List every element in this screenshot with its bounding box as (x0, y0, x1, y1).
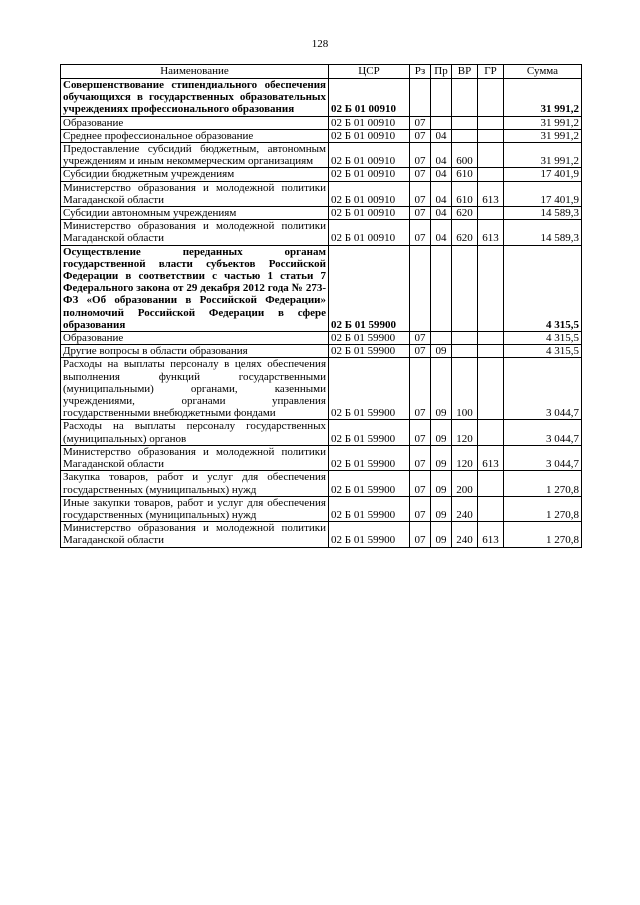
row-csr: 02 Б 01 59900 (329, 496, 410, 521)
table-row (61, 220, 582, 245)
row-name: Иные закупки товаров, работ и услуг для обеспечения государственных (муниципальных) нужд (61, 496, 329, 521)
row-vr (452, 332, 478, 345)
row-vr (452, 245, 478, 331)
table-row (61, 143, 582, 168)
row-sum: 14 589,3 (504, 207, 582, 220)
row-rz: 07 (410, 181, 431, 206)
row-csr: 02 Б 01 59900 (329, 358, 410, 420)
row-name: Министерство образования и молодежной политики Магаданской области (61, 522, 329, 547)
row-pr: 09 (431, 445, 452, 470)
row-sum: 31 991,2 (504, 116, 582, 129)
row-name: Другие вопросы в области образования (61, 345, 329, 358)
row-name: Закупка товаров, работ и услуг для обеспечения государственных (муниципальных) нужд (61, 471, 329, 496)
row-pr: 09 (431, 496, 452, 521)
table-row (61, 181, 582, 206)
table-row (61, 522, 582, 547)
row-pr: 04 (431, 129, 452, 142)
row-sum: 31 991,2 (504, 79, 582, 117)
row-csr: 02 Б 01 59900 (329, 471, 410, 496)
table-row (61, 245, 582, 331)
table-row (61, 445, 582, 470)
row-rz (410, 245, 431, 331)
row-vr (452, 129, 478, 142)
row-sum: 3 044,7 (504, 358, 582, 420)
row-pr: 09 (431, 420, 452, 445)
row-sum: 1 270,8 (504, 522, 582, 547)
column-header-sum: Сумма (504, 65, 582, 79)
row-rz: 07 (410, 116, 431, 129)
row-gr: 613 (478, 181, 504, 206)
row-pr: 09 (431, 522, 452, 547)
row-pr: 09 (431, 345, 452, 358)
table-row (61, 358, 582, 420)
row-sum: 3 044,7 (504, 420, 582, 445)
row-gr (478, 207, 504, 220)
table-row (61, 207, 582, 220)
row-name: Образование (61, 332, 329, 345)
row-csr: 02 Б 01 59900 (329, 522, 410, 547)
row-name: Предоставление субсидий бюджетным, автономным учреждениям и иным некоммерческим организациям (61, 143, 329, 168)
table-row (61, 471, 582, 496)
row-gr (478, 143, 504, 168)
row-pr: 09 (431, 358, 452, 420)
row-gr (478, 79, 504, 117)
column-header-pr: Пр (431, 65, 452, 79)
row-csr: 02 Б 01 59900 (329, 445, 410, 470)
row-sum: 14 589,3 (504, 220, 582, 245)
row-sum: 1 270,8 (504, 496, 582, 521)
row-gr (478, 168, 504, 181)
row-gr: 613 (478, 445, 504, 470)
row-csr: 02 Б 01 59900 (329, 345, 410, 358)
header-row (61, 65, 582, 79)
row-vr: 600 (452, 143, 478, 168)
table-row (61, 420, 582, 445)
row-sum: 31 991,2 (504, 129, 582, 142)
row-pr: 09 (431, 471, 452, 496)
row-name: Министерство образования и молодежной политики Магаданской области (61, 181, 329, 206)
row-name: Расходы на выплаты персоналу государственных (муниципальных) органов (61, 420, 329, 445)
row-vr: 620 (452, 207, 478, 220)
row-pr: 04 (431, 143, 452, 168)
row-rz: 07 (410, 220, 431, 245)
table-row (61, 332, 582, 345)
row-rz: 07 (410, 420, 431, 445)
row-vr (452, 116, 478, 129)
row-sum: 4 315,5 (504, 332, 582, 345)
row-pr: 04 (431, 207, 452, 220)
row-rz: 07 (410, 358, 431, 420)
row-vr: 120 (452, 420, 478, 445)
table-row (61, 129, 582, 142)
row-sum: 17 401,9 (504, 168, 582, 181)
row-sum: 4 315,5 (504, 245, 582, 331)
row-pr (431, 332, 452, 345)
row-csr: 02 Б 01 59900 (329, 420, 410, 445)
row-csr: 02 Б 01 00910 (329, 207, 410, 220)
row-gr (478, 116, 504, 129)
row-pr (431, 116, 452, 129)
row-sum: 1 270,8 (504, 471, 582, 496)
row-csr: 02 Б 01 00910 (329, 181, 410, 206)
column-header-name: Наименование (61, 65, 329, 79)
row-vr: 610 (452, 181, 478, 206)
row-rz: 07 (410, 471, 431, 496)
row-pr (431, 79, 452, 117)
budget-table (60, 64, 582, 548)
row-name: Министерство образования и молодежной политики Магаданской области (61, 220, 329, 245)
row-vr (452, 79, 478, 117)
row-csr: 02 Б 01 59900 (329, 332, 410, 345)
row-vr: 610 (452, 168, 478, 181)
row-gr: 613 (478, 220, 504, 245)
row-gr (478, 332, 504, 345)
row-gr (478, 496, 504, 521)
row-rz: 07 (410, 496, 431, 521)
table-row (61, 496, 582, 521)
row-vr: 240 (452, 522, 478, 547)
row-rz: 07 (410, 207, 431, 220)
row-name: Совершенствование стипендиального обеспечения обучающихся в государственных образовательных учреждениях профессионального образования (61, 79, 329, 117)
row-csr: 02 Б 01 00910 (329, 79, 410, 117)
row-csr: 02 Б 01 00910 (329, 168, 410, 181)
row-vr: 240 (452, 496, 478, 521)
row-rz: 07 (410, 332, 431, 345)
row-gr (478, 420, 504, 445)
row-sum: 3 044,7 (504, 445, 582, 470)
row-sum: 4 315,5 (504, 345, 582, 358)
row-gr: 613 (478, 522, 504, 547)
row-csr: 02 Б 01 00910 (329, 143, 410, 168)
row-vr: 100 (452, 358, 478, 420)
row-rz: 07 (410, 143, 431, 168)
column-header-rz: Рз (410, 65, 431, 79)
row-name: Министерство образования и молодежной политики Магаданской области (61, 445, 329, 470)
row-name: Образование (61, 116, 329, 129)
row-sum: 17 401,9 (504, 181, 582, 206)
row-csr: 02 Б 01 59900 (329, 245, 410, 331)
row-name: Расходы на выплаты персоналу в целях обеспечения выполнения функций государственными (муниципальными) органами, казенными учреждениями, органами управления государственными внебюджетными фондами (61, 358, 329, 420)
row-gr (478, 471, 504, 496)
row-csr: 02 Б 01 00910 (329, 116, 410, 129)
row-sum: 31 991,2 (504, 143, 582, 168)
row-gr (478, 345, 504, 358)
row-csr: 02 Б 01 00910 (329, 220, 410, 245)
column-header-csr: ЦСР (329, 65, 410, 79)
table-row (61, 345, 582, 358)
row-pr (431, 245, 452, 331)
row-vr: 200 (452, 471, 478, 496)
row-gr (478, 245, 504, 331)
row-pr: 04 (431, 168, 452, 181)
table-row (61, 79, 582, 117)
row-rz: 07 (410, 522, 431, 547)
table-row (61, 116, 582, 129)
row-gr (478, 358, 504, 420)
row-name: Субсидии автономным учреждениям (61, 207, 329, 220)
row-csr: 02 Б 01 00910 (329, 129, 410, 142)
row-gr (478, 129, 504, 142)
row-rz: 07 (410, 129, 431, 142)
row-vr (452, 345, 478, 358)
table-row (61, 168, 582, 181)
row-rz: 07 (410, 345, 431, 358)
row-vr: 620 (452, 220, 478, 245)
column-header-vr: ВР (452, 65, 478, 79)
row-rz: 07 (410, 168, 431, 181)
row-name: Субсидии бюджетным учреждениям (61, 168, 329, 181)
column-header-gr: ГР (478, 65, 504, 79)
row-rz: 07 (410, 445, 431, 470)
row-name: Осуществление переданных органам государственной власти субъектов Российской Федерации в соответствии с частью 1 статьи 7 Федерального закона от 29 декабря 2012 года № 273-ФЗ «Об образовании в Российской Федерации» полномочий Российской Федерации в сфере образования (61, 245, 329, 331)
row-name: Среднее профессиональное образование (61, 129, 329, 142)
page-number: 128 (311, 38, 329, 50)
row-vr: 120 (452, 445, 478, 470)
row-pr: 04 (431, 220, 452, 245)
row-pr: 04 (431, 181, 452, 206)
row-rz (410, 79, 431, 117)
